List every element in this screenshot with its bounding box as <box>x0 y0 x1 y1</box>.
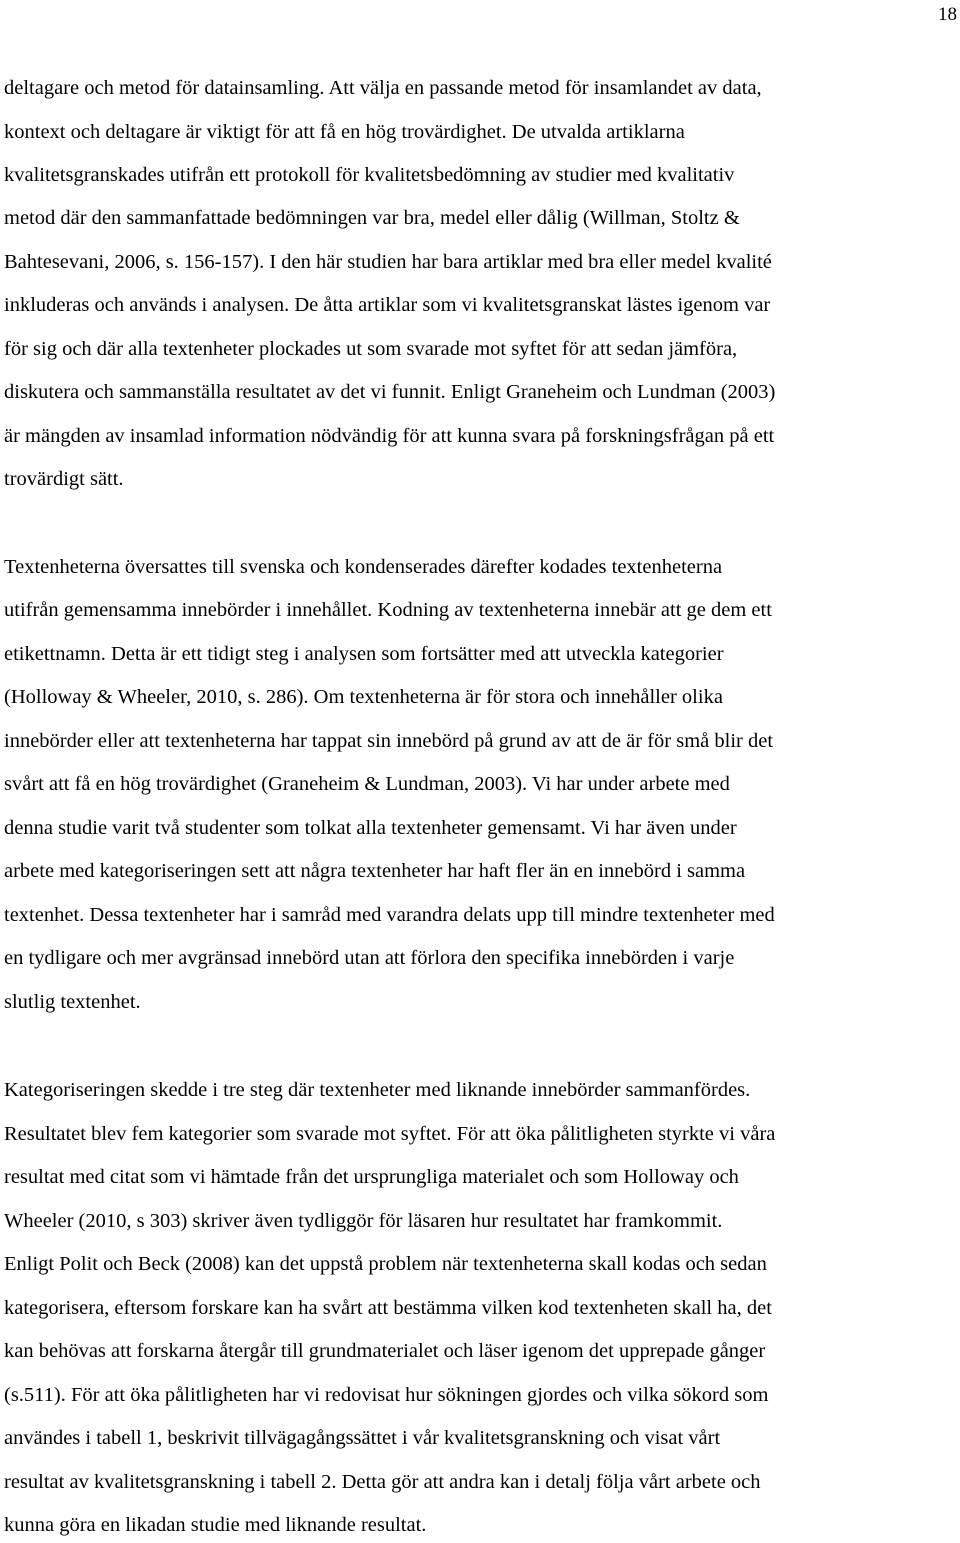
text-line: kvalitetsgranskades utifrån ett protokoll för kvalitetsbedömning av studier med kvalitativ <box>4 164 735 186</box>
text-line: Resultatet blev fem kategorier som svarade mot syftet. För att öka pålitligheten styrkte vi våra <box>4 1123 776 1145</box>
text-line: metod där den sammanfattade bedömningen var bra, medel eller dålig (Willman, Stoltz & <box>4 207 740 229</box>
text-line: användes i tabell 1, beskrivit tillvägagångssättet i vår kvalitetsgranskning och visat vårt <box>4 1427 721 1449</box>
text-line: svårt att få en hög trovärdighet (Graneheim & Lundman, 2003). Vi har under arbete med <box>4 773 730 795</box>
text-line: deltagare och metod för datainsamling. Att välja en passande metod för insamlandet av data, <box>4 77 762 99</box>
text-line: en tydligare och mer avgränsad innebörd utan att förlora den specifika innebörden i varje <box>4 947 735 969</box>
text-line: resultat av kvalitetsgranskning i tabell 2. Detta gör att andra kan i detalj följa vårt arbete och <box>4 1471 761 1493</box>
text-line: slutlig textenhet. <box>4 991 141 1013</box>
text-line: är mängden av insamlad information nödvändig för att kunna svara på forskningsfrågan på ett <box>4 425 775 447</box>
text-line: kategorisera, eftersom forskare kan ha svårt att bestämma vilken kod textenheten skall ha, det <box>4 1297 772 1319</box>
text-line: kan behövas att forskarna återgår till grundmaterialet och läser igenom det upprepade gånger <box>4 1340 766 1362</box>
text-line: diskutera och sammanställa resultatet av det vi funnit. Enligt Graneheim och Lundman (2003) <box>4 381 776 403</box>
text-line: (Holloway & Wheeler, 2010, s. 286). Om textenheterna är för stora och innehåller olika <box>4 686 723 708</box>
text-line: resultat med citat som vi hämtade från det ursprungliga materialet och som Holloway och <box>4 1166 739 1188</box>
text-line: Kategoriseringen skedde i tre steg där textenheter med liknande innebörder sammanfördes. <box>4 1079 751 1101</box>
text-line: utifrån gemensamma innebörder i innehållet. Kodning av textenheterna innebär att ge dem ett <box>4 599 772 621</box>
text-line: arbete med kategoriseringen sett att några textenheter har haft fler än en innebörd i samma <box>4 860 746 882</box>
text-line: Bahtesevani, 2006, s. 156-157). I den här studien har bara artiklar med bra eller medel kvalité <box>4 251 772 273</box>
text-line: denna studie varit två studenter som tolkat alla textenheter gemensamt. Vi har även under <box>4 817 737 839</box>
text-line: Enligt Polit och Beck (2008) kan det uppstå problem när textenheterna skall kodas och sedan <box>4 1253 767 1275</box>
text-line: för sig och där alla textenheter plockades ut som svarade mot syftet för att sedan jämföra, <box>4 338 738 360</box>
text-line: innebörder eller att textenheterna har tappat sin innebörd på grund av att de är för små blir det <box>4 730 774 752</box>
text-line: Wheeler (2010, s 303) skriver även tydliggör för läsaren hur resultatet har framkommit. <box>4 1210 723 1232</box>
text-line: textenhet. Dessa textenheter har i samråd med varandra delats upp till mindre textenheter med <box>4 904 775 926</box>
text-line: (s.511). För att öka pålitligheten har vi redovisat hur sökningen gjordes och vilka sökord som <box>4 1384 769 1406</box>
text-line: kunna göra en likadan studie med liknande resultat. <box>4 1514 427 1536</box>
text-line: Textenheterna översattes till svenska och kondenserades därefter kodades textenheterna <box>4 556 723 578</box>
page-number: 18 <box>938 4 957 25</box>
text-line: trovärdigt sätt. <box>4 468 124 490</box>
text-line: etikettnamn. Detta är ett tidigt steg i analysen som fortsätter med att utveckla kategorier <box>4 643 724 665</box>
text-line: kontext och deltagare är viktigt för att få en hög trovärdighet. De utvalda artiklarna <box>4 121 685 143</box>
text-line: inkluderas och används i analysen. De åtta artiklar som vi kvalitetsgranskat lästes igenom var <box>4 294 771 316</box>
